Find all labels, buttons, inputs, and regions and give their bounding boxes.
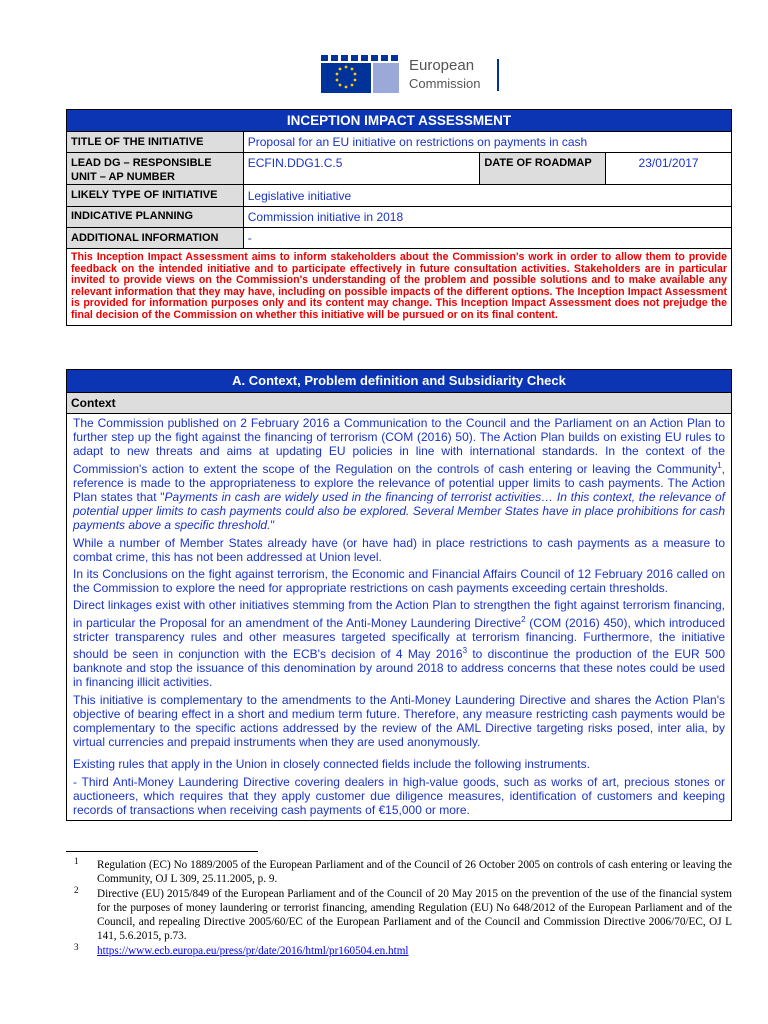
footnote-ref-3[interactable]: 3: [462, 646, 468, 656]
disclaimer-text: This Inception Impact Assessment aims to inform stakeholders about the Commission's work in order to allow them to provide feedback on the intended initiative and to participate effectively in future consultation activities. Stakeholders are in particular invited to provide views on the Commission's understanding of the problem and possible solutions and to make available any relevant information that they may have, including on possible impacts of the different options. The Inception Impact Assessment is provided for information purposes only and its content may change. This Inception Impact Assessment does not prejudge the final decision of the Commission on whether this initiative will be pursued or on its final content.: [67, 249, 732, 326]
value-additional-information: -: [243, 228, 731, 249]
label-indicative-planning: INDICATIVE PLANNING: [67, 207, 244, 228]
paragraph-2: While a number of Member States already have (or have had) in place restrictions to cash payments as a measure to combat crime, this has not been addressed at Union level.: [73, 535, 725, 564]
footnote-3: 3 https://www.ecb.europa.eu/press/pr/date/2016/html/pr160504.en.html: [74, 942, 409, 957]
ecb-link[interactable]: https://www.ecb.europa.eu/press/pr/date/2016/html/pr160504.en.html: [97, 945, 409, 957]
paragraph-1: The Commission published on 2 February 2016 a Communication to the Council and the Parliament on an Action Plan to further step up the fight against the financing of terrorism (COM (2016) 50). The Action Plan builds on existing EU rules to adapt to new threats and aims at updating EU policies in line with international standards. In the context of the Commission's action to extent the scope of the Regulation on the controls of cash entering or leaving the Community$^1$, reference is made to the appropriateness to explore the relevance of potential upper limits to cash payments. The Action Plan states that "Payments in cash are widely used in the financing of terrorist activities… In this context, the relevance of potential upper limits to cash payments could also be explored. Several Member States have in place prohibitions for cash payments above a specific threshold.": [73, 416, 726, 533]
context-body: [67, 414, 732, 821]
paragraph-7: - Third Anti-Money Laundering Directive covering dealers in high-value goods, such as works of art, precious stones or auctioneers, which requires that they apply customer due diligence measures, identification of customers and keeping records of transactions when receiving cash payments of €15,000 or more.: [73, 774, 725, 818]
section-title: A. Context, Problem definition and Subsidiarity Check: [67, 370, 732, 393]
footnote-separator: [66, 851, 258, 852]
action-plan-quote: Payments in cash are widely used in the financing of terrorist activities… In this context, the relevance of potential upper limits to cash payments could also be explored. Several Member States have in place prohibitions for cash payments above a specific threshold.: [73, 490, 726, 533]
context-section: [66, 369, 732, 821]
paragraph-4: Direct linkages exist with other initiatives stemming from the Action Plan to strengthen the fight against terrorism financing, in particular the Proposal for an amendment of the Anti-Money Laundering Directive$^2$ (COM (2016) 450), which introduced stricter transparency rules and other measures targeted specifically at terrorism financing. Furthermore, the initiative should be seen in conjunction with the ECB's decision of 4 May 2016$^3$ to discontinue the production of the EUR 500 banknote and stop the issuance of this denomination by around 2018 to address concerns that these notes could be used in financing illicit activities.: [73, 598, 726, 690]
label-likely-type: LIKELY TYPE OF INITIATIVE: [67, 185, 244, 207]
logo-text-commission: Commission: [409, 76, 481, 91]
paragraph-3: In its Conclusions on the fight against terrorism, the Economic and Financial Affairs Council of 12 February 2016 called on the Commission to explore the need for appropriate restrictions on cash payments exceeding certain thresholds.: [73, 567, 725, 596]
value-title-of-initiative: Proposal for an EU initiative on restrictions on payments in cash: [243, 132, 731, 153]
label-title-of-initiative: TITLE OF THE INITIATIVE: [67, 132, 244, 153]
footnote-2: 2 Directive (EU) 2015/849 of the European Parliament and of the Council of 20 May 2015 on the prevention of the use of the financial system for the purposes of money laundering or terrorist financing, amending Regulation (EU) No 648/2012 of the European Parliament and of the Council, and repealing Directive 2005/60/EC of the European Parliament and of the Council and Commission Directive 2006/70/EC, OJ L 141, 5.6.2015, p.73.: [74, 885, 732, 942]
logo-divider: [497, 59, 499, 91]
value-lead-dg: ECFIN.DDG1.C.5: [243, 153, 480, 185]
value-likely-type: Legislative initiative: [243, 185, 731, 207]
footnote-ref-1[interactable]: 1: [717, 460, 722, 470]
value-date-of-roadmap: 23/01/2017: [606, 153, 732, 185]
value-indicative-planning: Commission initiative in 2018: [243, 207, 731, 228]
paragraph-5: This initiative is complementary to the amendments to the Anti-Money Laundering Directive and shares the Action Plan's objective of bearing effect in a short and medium term future. Therefore, any measure restricting cash payments would be complementary to the specific actions addressed by the review of the AML Directive targeting risks posed, inter alia, by virtual currencies and prepaid instruments when they are used anonymously.: [73, 692, 725, 750]
footnote-1: 1 Regulation (EC) No 1889/2005 of the European Parliament and of the Council of 26 October 2005 on controls of cash entering or leaving the Community, OJ L 309, 25.11.2005, p. 9.: [74, 856, 732, 885]
footnote-ref-2[interactable]: 2: [521, 614, 526, 624]
label-date-of-roadmap: DATE OF ROADMAP: [480, 153, 606, 185]
label-additional-information: ADDITIONAL INFORMATION: [67, 228, 244, 249]
inception-table: [66, 109, 732, 326]
section-subtitle: Context: [67, 393, 732, 414]
paragraph-6: Existing rules that apply in the Union in closely connected fields include the following instruments.: [73, 757, 590, 772]
logo-text-european: European: [409, 57, 475, 74]
european-commission-logo: [307, 55, 507, 95]
eu-flag-icon: [307, 55, 403, 95]
table-title: INCEPTION IMPACT ASSESSMENT: [67, 110, 732, 132]
label-lead-dg: LEAD DG – RESPONSIBLE UNIT – AP NUMBER: [67, 153, 244, 185]
